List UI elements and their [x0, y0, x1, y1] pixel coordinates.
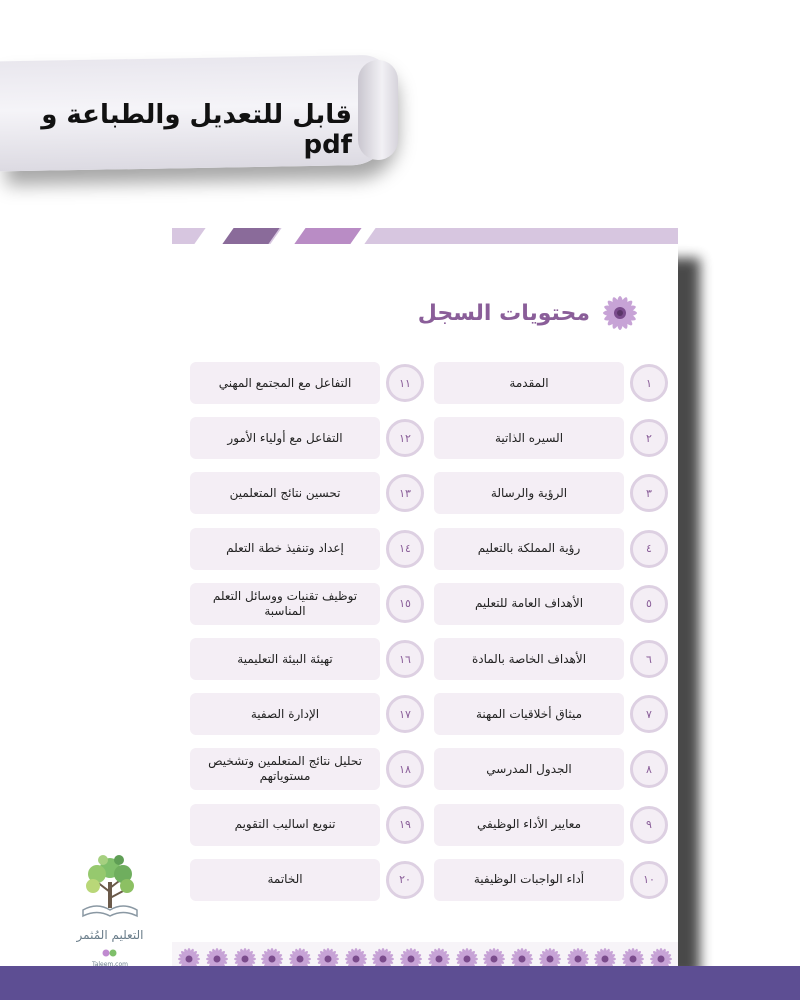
item-number-badge: ١١	[386, 364, 424, 402]
top-stripe	[172, 228, 678, 244]
contents-item: توظيف تقنيات ووسائل التعلم المناسبة	[190, 583, 380, 625]
item-number-badge: ١٨	[386, 750, 424, 788]
item-number-badge: ١٩	[386, 806, 424, 844]
contents-item: الأهداف الخاصة بالمادة	[434, 638, 624, 680]
item-number-badge: ١٤	[386, 530, 424, 568]
contents-item: ميثاق أخلاقيات المهنة	[434, 693, 624, 735]
flower-icon	[598, 291, 642, 335]
bottom-band	[0, 966, 800, 1000]
logo-subtitle: Taleem.com	[92, 961, 128, 968]
contents-item: إعداد وتنفيذ خطة التعلم	[190, 528, 380, 570]
contents-item: التفاعل مع أولياء الأمور	[190, 417, 380, 459]
contents-item: الجدول المدرسي	[434, 748, 624, 790]
contents-item: الرؤية والرسالة	[434, 472, 624, 514]
item-number-badge: ٩	[630, 806, 668, 844]
banner-curl	[358, 60, 398, 160]
item-number-badge: ١٦	[386, 640, 424, 678]
contents-item: أداء الواجبات الوظيفية	[434, 859, 624, 901]
item-number-badge: ١٧	[386, 695, 424, 733]
item-number-badge: ٧	[630, 695, 668, 733]
contents-item: الخاتمة	[190, 859, 380, 901]
page-title: محتويات السجل	[417, 300, 590, 326]
contents-item: المقدمة	[434, 362, 624, 404]
item-number-badge: ٦	[630, 640, 668, 678]
logo	[70, 852, 150, 968]
logo-dots-icon	[100, 949, 120, 957]
item-number-badge: ١	[630, 364, 668, 402]
item-number-badge: ١٣	[386, 474, 424, 512]
contents-item: السيره الذاتية	[434, 417, 624, 459]
contents-item: تهيئة البيئة التعليمية	[190, 638, 380, 680]
item-number-badge: ١٠	[630, 861, 668, 899]
tree-book-icon	[75, 852, 145, 922]
item-number-badge: ٨	[630, 750, 668, 788]
item-number-badge: ٥	[630, 585, 668, 623]
contents-item: تحليل نتائج المتعلمين وتشخيص مستوياتهم	[190, 748, 380, 790]
item-number-badge: ١٢	[386, 419, 424, 457]
contents-item: التفاعل مع المجتمع المهني	[190, 362, 380, 404]
document-page	[172, 228, 678, 976]
item-number-badge: ٣	[630, 474, 668, 512]
contents-item: تنويع اساليب التقويم	[190, 804, 380, 846]
banner-text: قابل للتعديل والطباعة و pdf	[41, 100, 352, 160]
item-number-badge: ١٥	[386, 585, 424, 623]
item-number-badge: ٤	[630, 530, 668, 568]
contents-item: الأهداف العامة للتعليم	[434, 583, 624, 625]
item-number-badge: ٢٠	[386, 861, 424, 899]
item-number-badge: ٢	[630, 419, 668, 457]
logo-title: التعليم المُثمر	[76, 928, 144, 942]
contents-item: الإدارة الصفية	[190, 693, 380, 735]
contents-item: تحسين نتائج المتعلمين	[190, 472, 380, 514]
contents-item: رؤية المملكة بالتعليم	[434, 528, 624, 570]
contents-item: معايير الأداء الوظيفي	[434, 804, 624, 846]
title-row	[418, 288, 642, 338]
